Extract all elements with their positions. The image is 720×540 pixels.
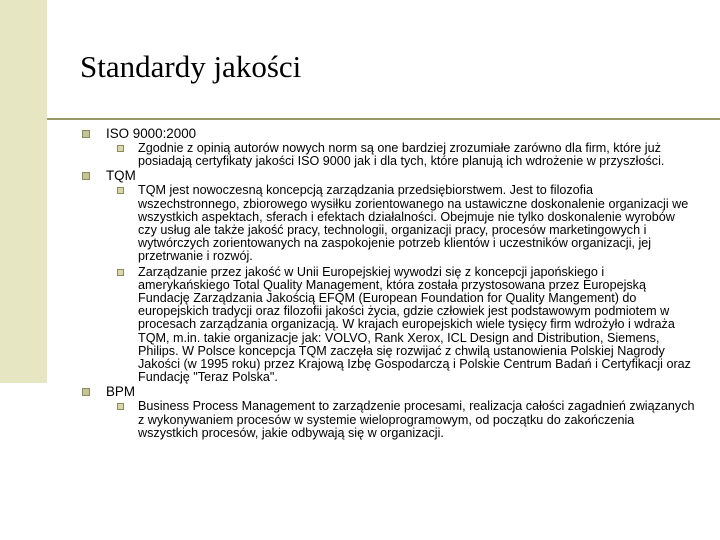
slide-side-bar bbox=[0, 0, 47, 383]
sub-bullet bbox=[82, 266, 697, 385]
section-heading: BPM bbox=[106, 384, 136, 400]
sub-bullet-text: TQM jest nowoczesną koncepcją zarządzania przedsiębiorstwem. Jest to filozofia wszechstronnego, zbiorowego wysiłku zorientowanego na ustawiczne doskonalenie organizacji we wszystkich aspektach, sferach i efektach działalności. Obejmuje nie tylko doskonalenie wyrobów czy usług ale także jakość pracy, technologii, organizacji pracy, procesów marketingowych i wytwórczych zorientowanych na zaspokojenie potrzeb klientów i uczestników organizacji, jej przetrwanie i rozwój. bbox=[138, 183, 689, 264]
square-bullet-icon bbox=[82, 388, 90, 396]
square-bullet-icon bbox=[82, 172, 90, 180]
bullet-section-bpm bbox=[82, 384, 697, 399]
slide-title: Standardy jakości bbox=[80, 49, 302, 84]
square-bullet-icon bbox=[117, 403, 124, 410]
sub-bullet bbox=[82, 142, 697, 168]
section-heading: TQM bbox=[106, 168, 136, 184]
bullet-section-iso bbox=[82, 126, 697, 141]
slide-content bbox=[82, 126, 697, 440]
title-divider bbox=[47, 118, 720, 120]
sub-bullet bbox=[82, 184, 697, 263]
square-bullet-icon bbox=[117, 269, 124, 276]
sub-bullet bbox=[82, 400, 697, 440]
bullet-section-tqm bbox=[82, 168, 697, 183]
sub-bullet-text: Zgodnie z opinią autorów nowych norm są one bardziej zrozumiałe zarówno dla firm, które już posiadają certyfikaty jakości ISO 9000 jak i dla tych, które planują ich wdrożenie w przyszłości. bbox=[138, 141, 665, 169]
sub-bullet-text: Business Process Management to zarządzenie procesami, realizacja całości zagadnień związanych z wykonywaniem procesów w systemie wieloprogramowym, od początku do zakończenia wszystkich procesów, jakie odbywają się w organizacji. bbox=[138, 399, 695, 440]
section-heading: ISO 9000:2000 bbox=[106, 126, 197, 141]
square-bullet-icon bbox=[82, 130, 90, 138]
sub-bullet-text: Zarządzanie przez jakość w Unii Europejskiej wywodzi się z koncepcji japońskiego i amerykańskiego Total Quality Management, która została przystosowana przez Europejską Fundację Zarządzania Jakością EFQM (European Foundation for Quality Mangement) do europejskich tradycji oraz filozofii jakości życia, gdzie człowiek jest podstawowym podmiotem w procesach zarządzania organizacją. W krajach europejskich wiele tysięcy firm wdrożyło i wdraża TQM, m.in. takie organizacje jak: VOLVO, Rank Xerox, ICL Design and Distribution, Siemens, Philips. W Polsce koncepcja TQM zaczęła się rozwijać z chwilą ustanowienia Polskiej Nagrody Jakości (w 1995 roku) przez Krajową Izbę Gospodarczą i Polskie Centrum Badań i Certyfikacji oraz Fundację "Teraz Polska". bbox=[138, 264, 691, 385]
square-bullet-icon bbox=[117, 187, 124, 194]
square-bullet-icon bbox=[117, 145, 124, 152]
